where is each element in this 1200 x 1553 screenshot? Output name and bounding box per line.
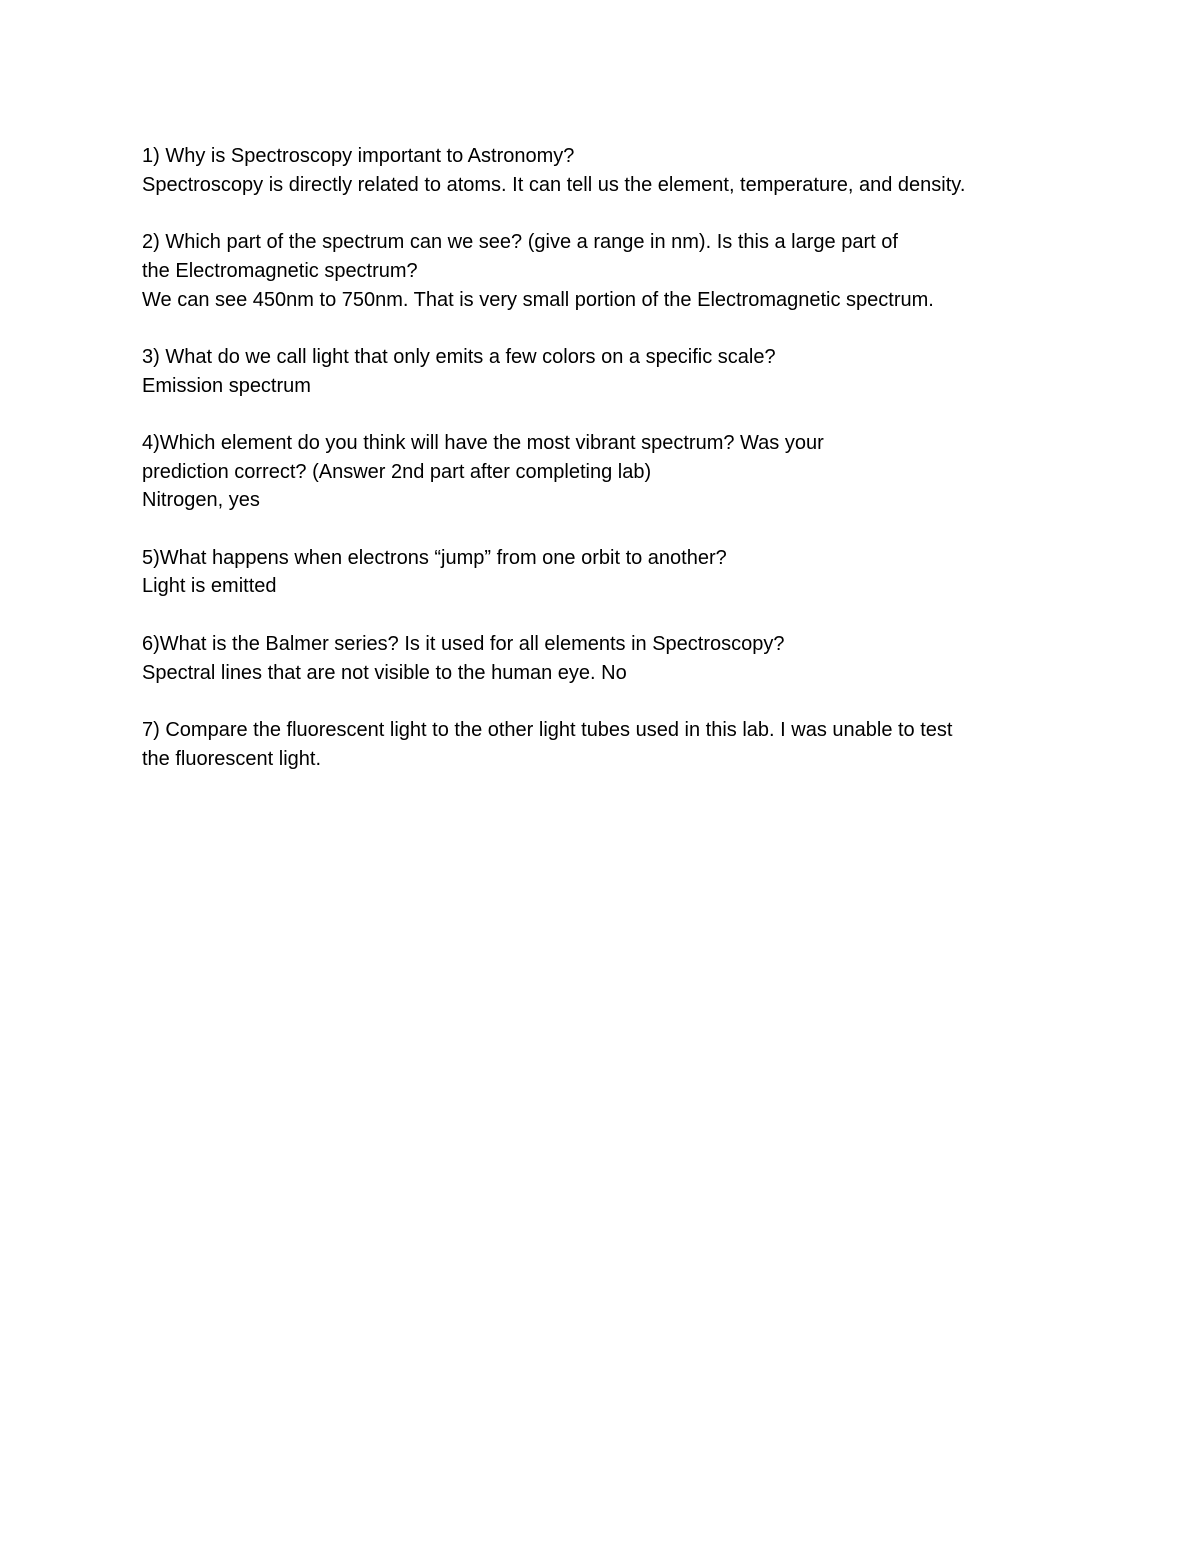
document-body — [142, 142, 1142, 802]
answer-2: We can see 450nm to 750nm. That is very small portion of the Electromagnetic spectrum. — [142, 288, 934, 311]
answer-4: Nitrogen, yes — [142, 489, 260, 512]
qa-block-5 — [142, 544, 1142, 601]
qa-block-4 — [142, 429, 1142, 515]
question-1: 1) Why is Spectroscopy important to Astronomy? — [142, 145, 575, 167]
question-3: 3) What do we call light that only emits a few colors on a specific scale? — [142, 345, 776, 368]
qa-block-2 — [142, 228, 1142, 314]
question-6: 6)What is the Balmer series? Is it used for all elements in Spectroscopy? — [142, 632, 785, 655]
question-2-line-1: 2) Which part of the spectrum can we see? (give a range in nm). Is this a large part of — [142, 231, 898, 254]
qa-block-7 — [142, 716, 1142, 773]
answer-3: Emission spectrum — [142, 374, 311, 397]
question-4-line-1: 4)Which element do you think will have the most vibrant spectrum? Was your — [142, 431, 824, 454]
question-7-line-1: 7) Compare the fluorescent light to the other light tubes used in this lab. I was unable to test — [142, 718, 953, 741]
question-2-line-2: the Electromagnetic spectrum? — [142, 259, 418, 282]
qa-block-3 — [142, 343, 1142, 400]
question-5: 5)What happens when electrons “jump” from one orbit to another? — [142, 546, 727, 569]
answer-1: Spectroscopy is directly related to atoms. It can tell us the element, temperature, and density. — [142, 173, 966, 196]
qa-block-1 — [142, 142, 1142, 199]
answer-6: Spectral lines that are not visible to the human eye. No — [142, 661, 627, 684]
question-7-line-2: the fluorescent light. — [142, 747, 321, 770]
answer-5: Light is emitted — [142, 575, 277, 598]
qa-block-6 — [142, 630, 1142, 687]
question-4-line-2: prediction correct? (Answer 2nd part after completing lab) — [142, 460, 652, 483]
